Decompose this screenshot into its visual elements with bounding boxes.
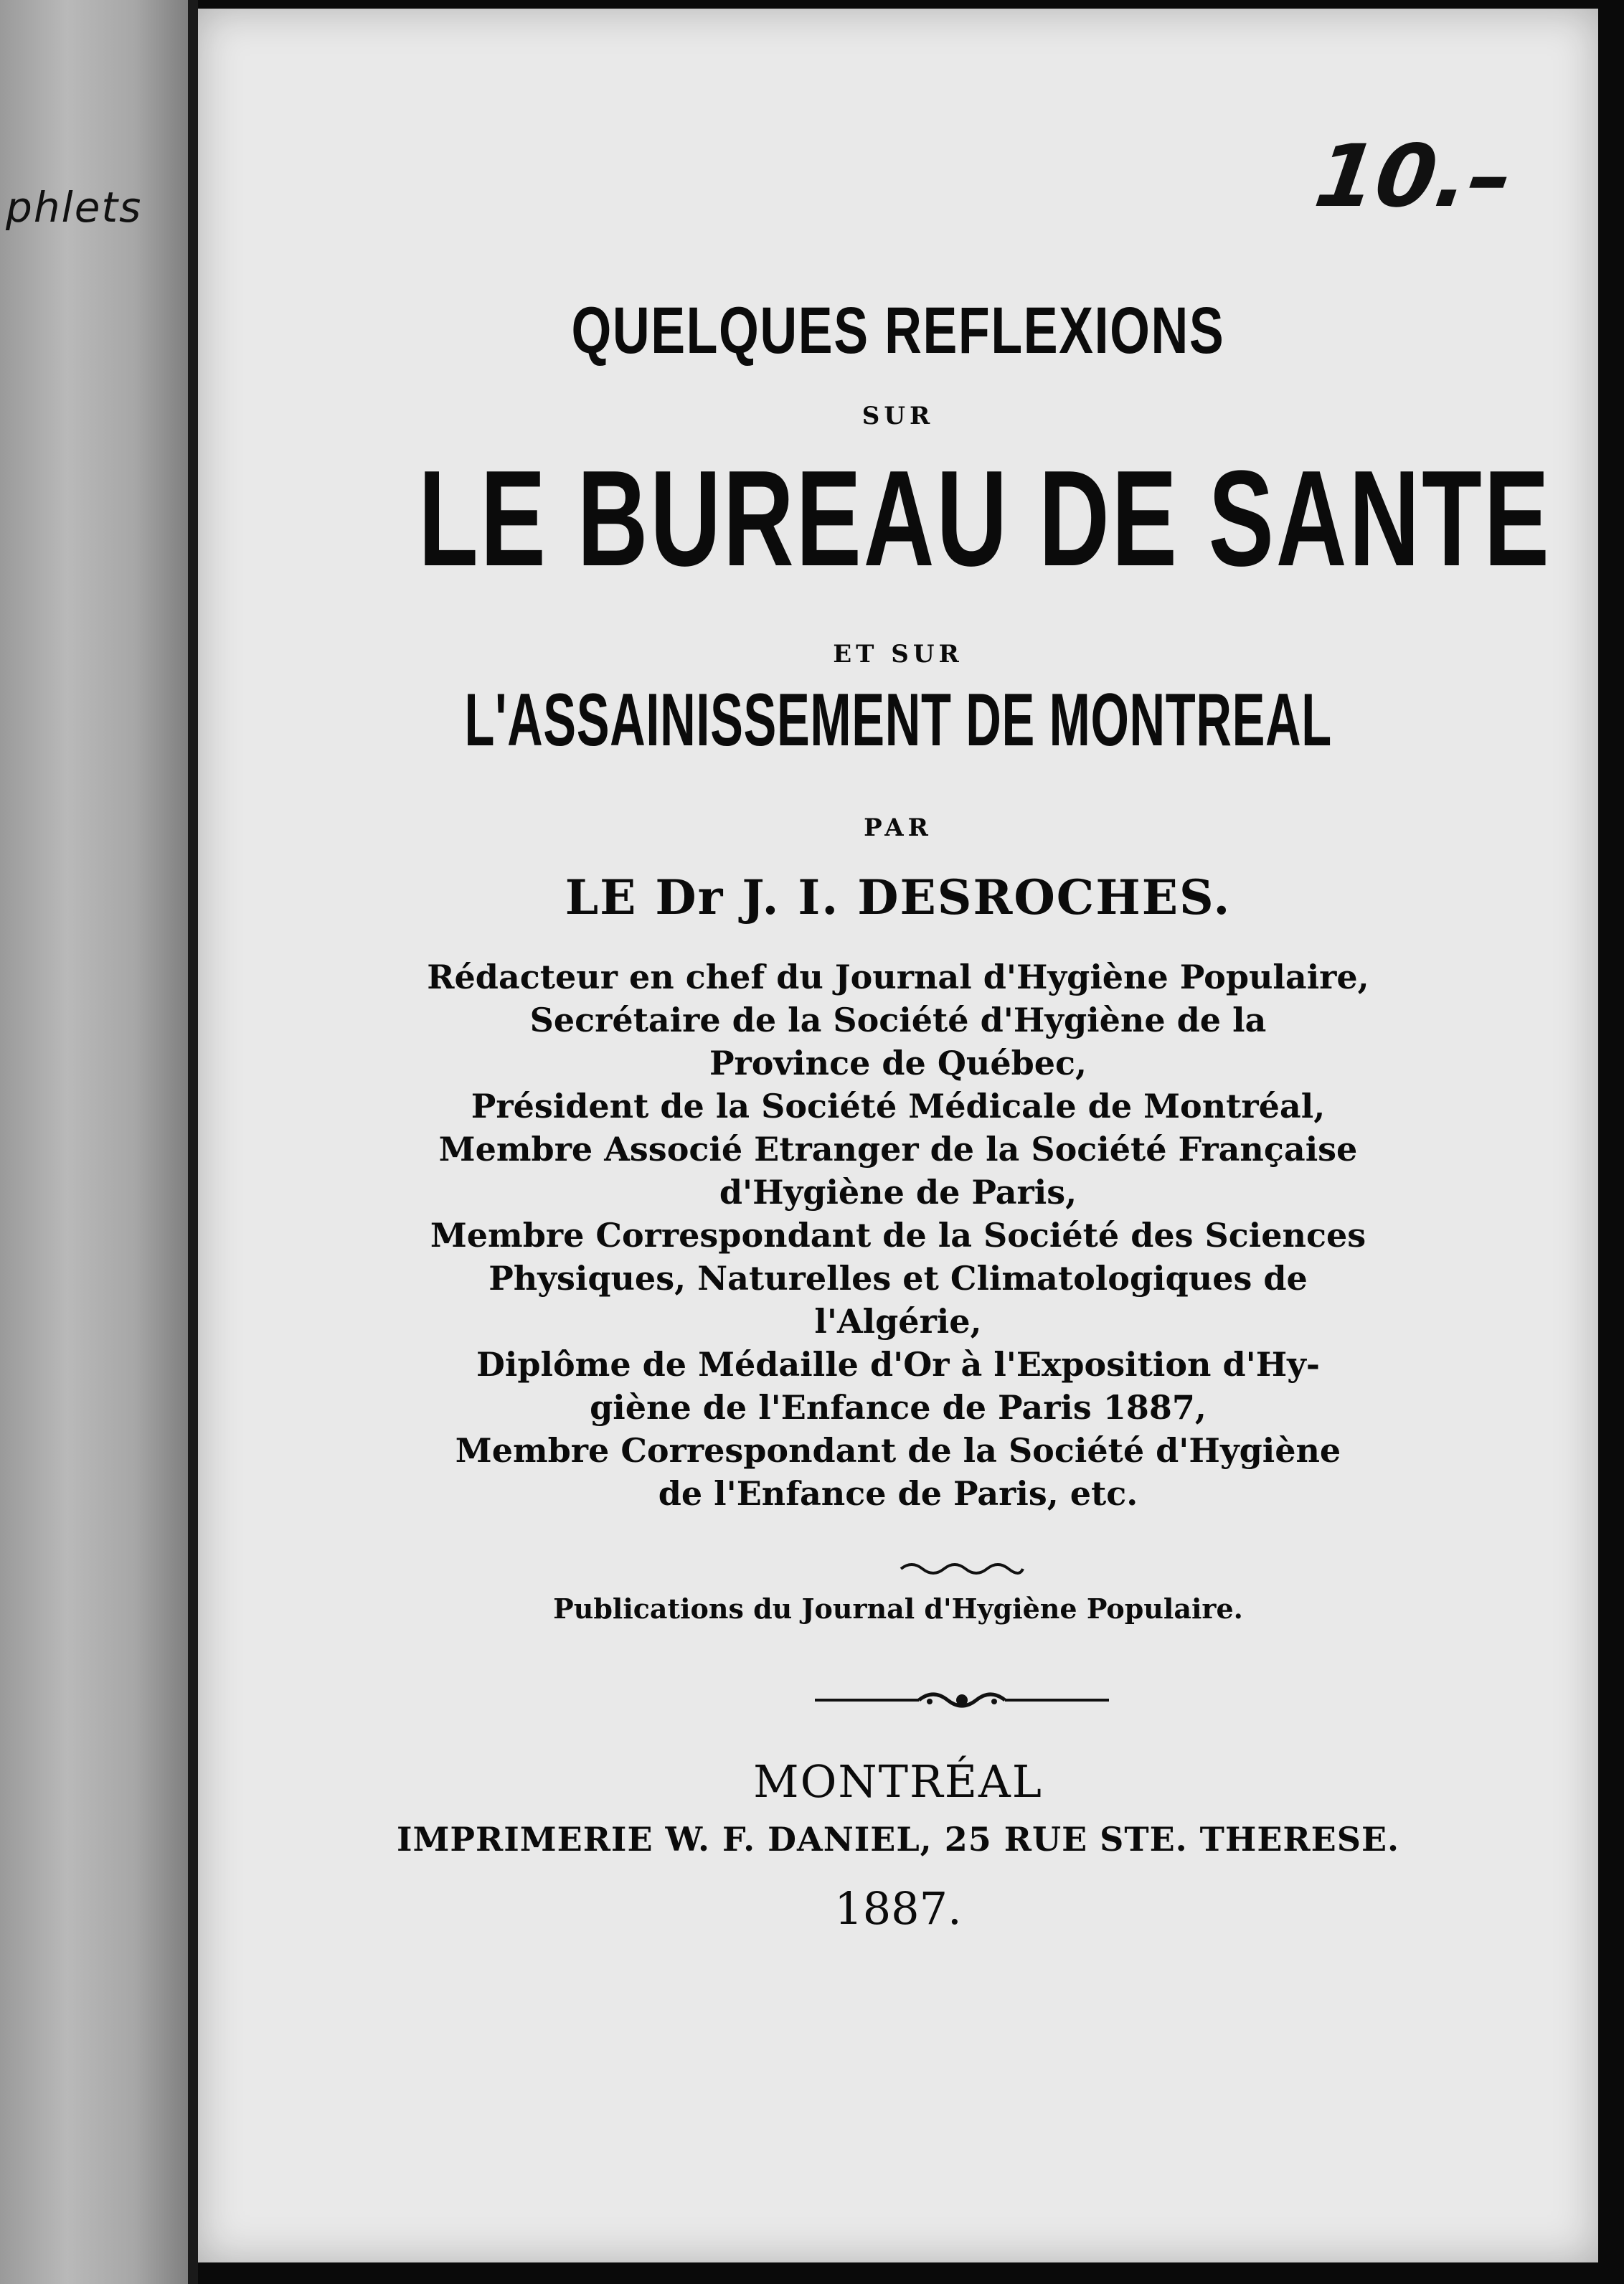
imprint-year: 1887. (834, 1882, 962, 1935)
author-credentials (198, 955, 1598, 1515)
author-name: LE Dr J. I. DESROCHES. (565, 869, 1232, 925)
credential-line: l'Algérie, (814, 1302, 982, 1341)
wavy-rule-ornament (897, 1558, 1026, 1580)
imprint-city: MONTRÉAL (753, 1755, 1043, 1808)
credential-line: Membre Correspondant de la Société des Sciences (430, 1216, 1366, 1255)
credential-line: Président de la Société Médicale de Montréal, (471, 1087, 1326, 1126)
credential-line: Secrétaire de la Société d'Hygiène de la (529, 1001, 1267, 1039)
credential-line: Province de Québec, (709, 1044, 1087, 1082)
series-statement: Publications du Journal d'Hygiène Populaire. (553, 1592, 1243, 1625)
credential-line: d'Hygiène de Paris, (719, 1173, 1077, 1212)
credential-line: de l'Enfance de Paris, etc. (658, 1474, 1138, 1513)
handwritten-price: 10.– (1309, 127, 1519, 227)
title-line-2: LE BUREAU DE SANTE (418, 443, 1552, 595)
title-line-1: QUELQUES REFLEXIONS (571, 294, 1225, 367)
credential-line: Membre Correspondant de la Société d'Hygiène (455, 1431, 1341, 1470)
credential-line: Diplôme de Médaille d'Or à l'Exposition d'Hy- (476, 1345, 1320, 1384)
byline-par: PAR (864, 813, 933, 842)
imprint-printer: IMPRIMERIE W. F. DANIEL, 25 RUE STE. THERESE. (396, 1820, 1400, 1859)
title-line-3: L'ASSAINISSEMENT DE MONTREAL (464, 679, 1332, 762)
printers-ornament (811, 1686, 1113, 1714)
credential-line: Membre Associé Etranger de la Société Française (438, 1130, 1358, 1169)
adjacent-page-strip (0, 0, 192, 2284)
title-page (198, 9, 1598, 2262)
strip-handwritten-note: phlets (6, 183, 143, 232)
credential-line: Physiques, Naturelles et Climatologiques de (488, 1259, 1308, 1298)
title-connector-et-sur: ET SUR (833, 640, 963, 669)
credential-line: Rédacteur en chef du Journal d'Hygiène Populaire, (427, 958, 1369, 996)
binding-edge (188, 0, 198, 2284)
title-connector-sur: SUR (861, 402, 935, 430)
credential-line: giène de l'Enfance de Paris 1887, (590, 1388, 1207, 1427)
